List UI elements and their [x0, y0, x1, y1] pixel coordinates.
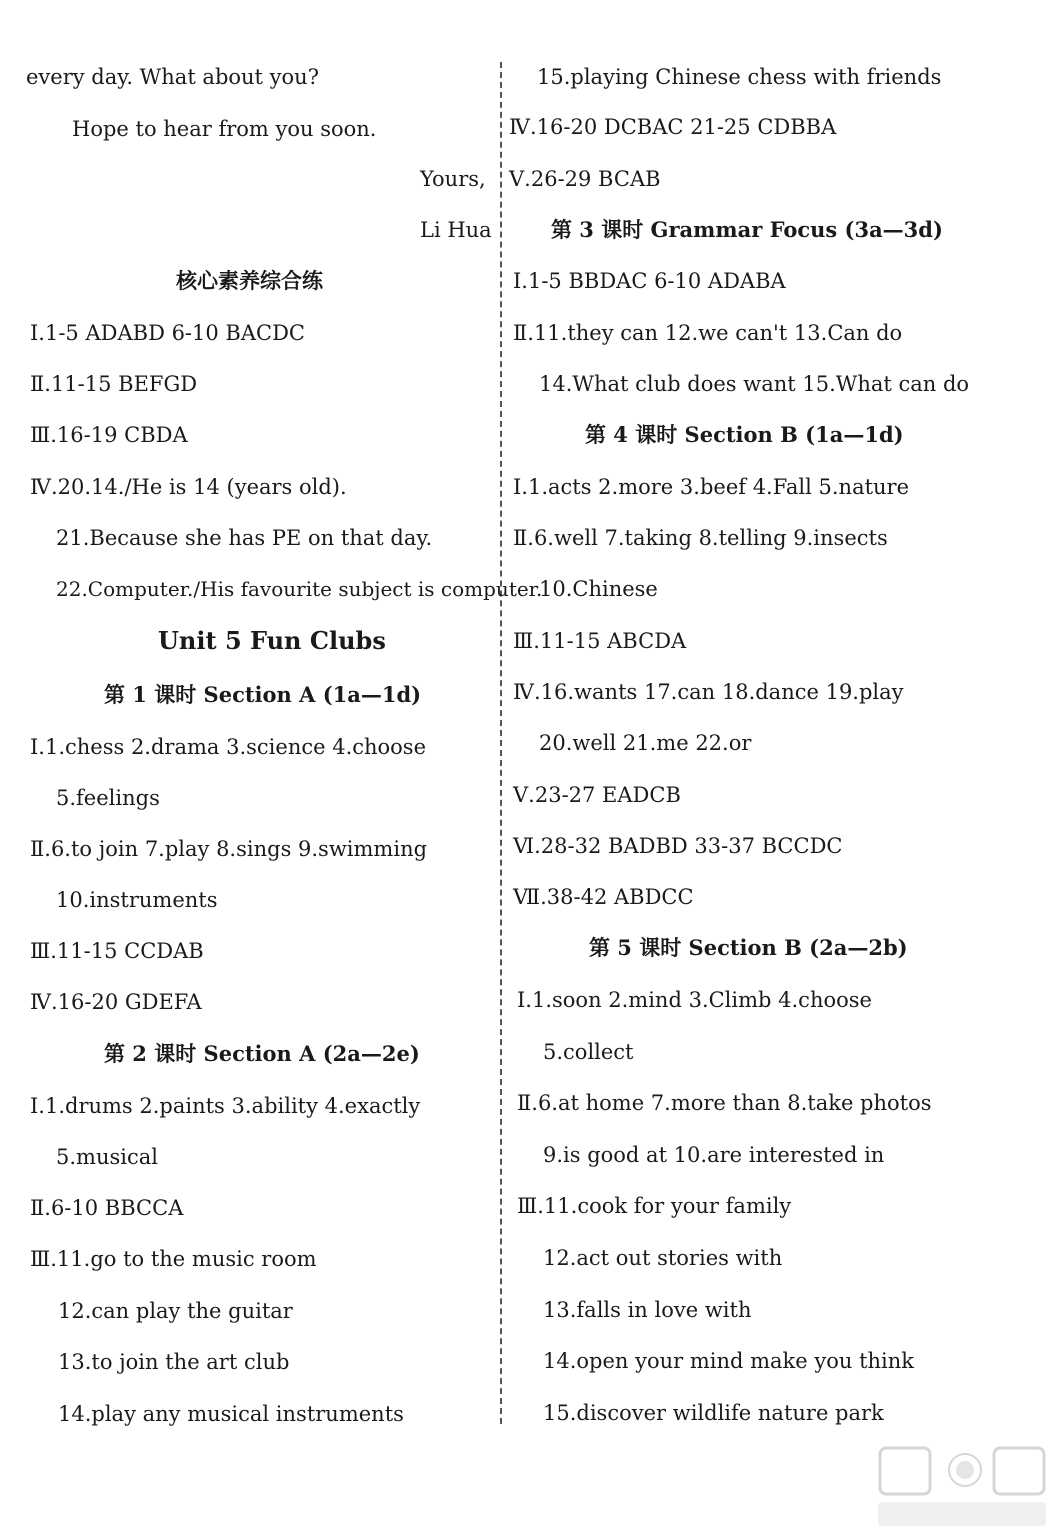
answer-line: Ⅱ.6.at home 7.more than 8.take photos — [517, 1091, 932, 1115]
lesson-heading: 第 3 课时 Grammar Focus (3a—3d) — [551, 217, 943, 242]
answer-line: Ⅱ.6.to join 7.play 8.sings 9.swimming — [30, 837, 428, 861]
letter-closing: Yours, — [420, 167, 486, 191]
answer-line: Ⅰ.1.soon 2.mind 3.Climb 4.choose — [517, 988, 872, 1012]
answer-line: 10.Chinese — [539, 577, 658, 601]
unit-title: Unit 5 Fun Clubs — [158, 626, 386, 655]
watermark-logo — [870, 1440, 1050, 1530]
answer-line: Ⅵ.28-32 BADBD 33-37 BCCDC — [513, 834, 843, 858]
answer-line: Ⅰ.1.drums 2.paints 3.ability 4.exactly — [30, 1094, 421, 1118]
answer-line: Ⅱ.11-15 BEFGD — [30, 372, 198, 396]
answer-line: Ⅲ.11.cook for your family — [517, 1194, 792, 1218]
letter-line: Hope to hear from you soon. — [72, 117, 377, 141]
lesson-heading: 第 4 课时 Section B (1a—1d) — [585, 422, 904, 447]
answer-line: 14.open your mind make you think — [543, 1349, 915, 1373]
letter-signature: Li Hua — [420, 218, 492, 242]
answer-line: 12.act out stories with — [543, 1246, 783, 1270]
answer-line: 13.falls in love with — [543, 1298, 752, 1322]
lesson-heading: 第 1 课时 Section A (1a—1d) — [104, 682, 422, 707]
answer-line: Ⅲ.16-19 CBDA — [30, 423, 188, 447]
lesson-heading: 第 2 课时 Section A (2a—2e) — [104, 1041, 420, 1066]
answer-line: Ⅰ.1-5 ADABD 6-10 BACDC — [30, 321, 305, 345]
answer-line: 20.well 21.me 22.or — [539, 731, 752, 755]
answer-line: 5.collect — [543, 1040, 634, 1064]
answer-line: Ⅶ.38-42 ABDCC — [513, 885, 694, 909]
answer-line: Ⅱ.6-10 BBCCA — [30, 1196, 184, 1220]
watermark-icon — [870, 1440, 1050, 1530]
answer-line: 9.is good at 10.are interested in — [543, 1143, 885, 1167]
letter-line: every day. What about you? — [26, 65, 319, 89]
answer-line: 15.discover wildlife nature park — [543, 1401, 884, 1425]
answer-line: Ⅲ.11-15 CCDAB — [30, 939, 204, 963]
section-heading: 核心素养综合练 — [176, 268, 323, 293]
answer-line: Ⅲ.11-15 ABCDA — [513, 629, 687, 653]
answer-line: Ⅲ.11.go to the music room — [30, 1247, 317, 1271]
answer-line: Ⅱ.11.they can 12.we can't 13.Can do — [513, 321, 903, 345]
answer-line: Ⅳ.16-20 DCBAC 21-25 CDBBA — [509, 115, 837, 139]
answer-line: Ⅰ.1.chess 2.drama 3.science 4.choose — [30, 735, 427, 759]
answer-line: 12.can play the guitar — [58, 1299, 293, 1323]
answer-line: Ⅴ.26-29 BCAB — [509, 167, 661, 191]
answer-line: 15.playing Chinese chess with friends — [537, 65, 942, 89]
answer-line: Ⅳ.16-20 GDEFA — [30, 990, 202, 1014]
answer-line: Ⅳ.20.14./He is 14 (years old). — [30, 475, 347, 499]
answer-line: 5.feelings — [56, 786, 160, 810]
lesson-heading: 第 5 课时 Section B (2a—2b) — [589, 935, 908, 960]
column-divider — [500, 62, 502, 1424]
answer-line: Ⅰ.1-5 BBDAC 6-10 ADABA — [513, 269, 786, 293]
answer-line: 22.Computer./His favourite subject is computer. — [56, 577, 543, 601]
answer-line: Ⅱ.6.well 7.taking 8.telling 9.insects — [513, 526, 888, 550]
answer-line: 21.Because she has PE on that day. — [56, 526, 433, 550]
answer-line: 10.instruments — [56, 888, 218, 912]
answer-line: Ⅰ.1.acts 2.more 3.beef 4.Fall 5.nature — [513, 475, 910, 499]
answer-line: 14.What club does want 15.What can do — [539, 372, 970, 396]
answer-line: Ⅴ.23-27 EADCB — [513, 783, 681, 807]
answer-line: 13.to join the art club — [58, 1350, 290, 1374]
answer-line: 14.play any musical instruments — [58, 1402, 404, 1426]
answer-line: 5.musical — [56, 1145, 158, 1169]
answer-line: Ⅳ.16.wants 17.can 18.dance 19.play — [513, 680, 904, 704]
